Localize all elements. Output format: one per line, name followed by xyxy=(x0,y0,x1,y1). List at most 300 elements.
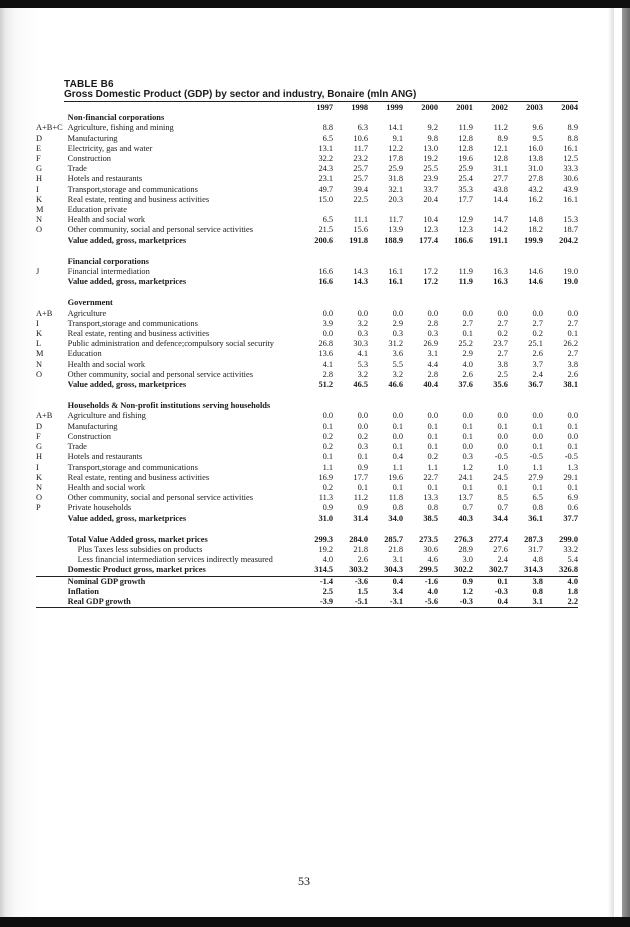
cell-value: 0.3 xyxy=(357,442,369,452)
growth-row xyxy=(36,576,578,587)
cell-value xyxy=(368,298,403,308)
cell-value: 13.8 xyxy=(528,154,543,164)
cell-value: 16.0 xyxy=(528,143,543,153)
row-label: Inflation xyxy=(67,586,99,596)
cell-value: 2.7 xyxy=(497,318,508,328)
cell-value: 2.2 xyxy=(543,597,578,608)
cell-value: 25.7 xyxy=(353,164,369,174)
cell-value: 2.8 xyxy=(427,318,439,328)
code-header xyxy=(36,103,68,113)
year-header: 2004 xyxy=(561,103,578,112)
cell-value: -3.1 xyxy=(368,597,403,608)
cell-value: 2.7 xyxy=(497,349,508,359)
cell-value: 31.7 xyxy=(528,544,543,554)
row-label: Other community, social and personal service activities xyxy=(67,493,253,503)
row-label: Real estate, renting and business activities xyxy=(67,194,210,204)
cell-value: -0.5 xyxy=(564,452,578,462)
cell-value: 9.8 xyxy=(427,133,439,143)
row-label: Nominal GDP growth xyxy=(67,576,146,586)
cell-value: 8.8 xyxy=(322,123,334,133)
cell-value: 17.7 xyxy=(353,472,369,482)
cell-value: 6.5 xyxy=(322,215,334,225)
row-code: F xyxy=(36,431,41,441)
cell-value: 0.0 xyxy=(532,411,543,421)
cell-value: 11.3 xyxy=(318,493,334,503)
cell-value: 1.1 xyxy=(392,462,404,472)
row-code: A+B+C xyxy=(36,123,63,133)
cell-value: 3.8 xyxy=(497,359,508,369)
table-row xyxy=(36,329,578,339)
cell-value: 303.2 xyxy=(333,565,368,576)
row-code: J xyxy=(36,267,40,277)
table-row xyxy=(36,339,578,349)
row-code: K xyxy=(36,329,43,339)
cell-value: 33.7 xyxy=(423,184,439,194)
table-row xyxy=(36,411,578,421)
row-code: I xyxy=(36,318,39,328)
cell-value: 16.1 xyxy=(563,143,578,153)
year-header: 2002 xyxy=(491,103,508,112)
cell-value: 13.9 xyxy=(388,225,404,235)
cell-value: 177.4 xyxy=(419,235,439,245)
cell-value: 26.2 xyxy=(563,339,578,349)
row-label: Health and social work xyxy=(67,359,146,369)
row-code: K xyxy=(36,472,43,482)
cell-value: 0.0 xyxy=(322,411,334,421)
cell-value: 0.1 xyxy=(357,482,369,492)
row-code xyxy=(36,257,68,267)
cell-value: 10.6 xyxy=(353,133,369,143)
cell-value: 0.0 xyxy=(497,431,508,441)
cell-value: 18.2 xyxy=(528,225,543,235)
cell-value xyxy=(368,113,403,123)
cell-value: 0.2 xyxy=(322,431,334,441)
cell-value: -0.5 xyxy=(494,452,508,462)
cell-value: 26.8 xyxy=(318,339,334,349)
cell-value: 19.2 xyxy=(423,154,439,164)
spacer-row xyxy=(36,246,578,257)
row-code: G xyxy=(36,164,43,174)
cell-value: 0.1 xyxy=(427,421,439,431)
row-code xyxy=(36,401,68,411)
cell-value: 19.6 xyxy=(458,154,473,164)
cell-value: 0.1 xyxy=(567,329,578,339)
cell-value: 19.6 xyxy=(388,472,404,482)
cell-value xyxy=(438,401,473,411)
row-code: O xyxy=(36,369,43,379)
cell-value: 4.1 xyxy=(357,349,369,359)
cell-value: 9.5 xyxy=(532,133,543,143)
cell-value: 12.3 xyxy=(458,225,473,235)
row-code: M xyxy=(36,205,44,215)
cell-value: 9.6 xyxy=(532,123,543,133)
cell-value xyxy=(298,401,333,411)
cell-value: 0.0 xyxy=(392,431,404,441)
cell-value: 27.9 xyxy=(528,472,543,482)
cell-value: 0.6 xyxy=(567,503,578,513)
row-code xyxy=(36,597,68,608)
cell-value: 15.3 xyxy=(563,215,578,225)
cell-value: 0.2 xyxy=(322,482,334,492)
table-row xyxy=(36,174,578,184)
section-heading-row xyxy=(36,298,578,308)
table-row xyxy=(36,473,578,483)
cell-value: 204.2 xyxy=(559,235,578,245)
cell-value xyxy=(368,205,403,215)
cell-value: 273.5 xyxy=(419,534,439,544)
cell-value: 9.1 xyxy=(392,133,404,143)
cell-value: 0.0 xyxy=(532,308,543,318)
cell-value: 8.9 xyxy=(497,133,508,143)
cell-value: 0.1 xyxy=(497,576,508,586)
table-row xyxy=(36,463,578,473)
cell-value: 0.0 xyxy=(497,442,508,452)
row-label: Transport,storage and communications xyxy=(67,462,198,472)
cell-value: 4.4 xyxy=(427,359,439,369)
cell-value: 0.1 xyxy=(532,442,543,452)
cell-value: 2.9 xyxy=(392,318,404,328)
cell-value: 188.9 xyxy=(384,235,404,245)
gdp-table xyxy=(36,103,578,608)
row-label: Health and social work xyxy=(67,482,146,492)
year-header: 1997 xyxy=(316,103,334,112)
cell-value: 0.2 xyxy=(322,442,334,452)
cell-value: 0.7 xyxy=(497,503,508,513)
cell-value: 19.2 xyxy=(318,544,334,554)
cell-value: 16.3 xyxy=(493,277,508,287)
row-label: Public administration and defence;compulsory social security xyxy=(67,339,274,349)
row-code: I xyxy=(36,184,39,194)
table-row xyxy=(36,360,578,370)
cell-value: 4.0 xyxy=(427,586,439,596)
cell-value: 46.6 xyxy=(388,380,404,390)
spacer-cell xyxy=(36,287,578,298)
cell-value xyxy=(403,257,438,267)
row-label: Households & Non-profit institutions serving households xyxy=(67,401,271,411)
cell-value: 0.3 xyxy=(392,329,404,339)
cell-value: 12.8 xyxy=(458,133,473,143)
cell-value: 1.3 xyxy=(567,462,578,472)
table-row xyxy=(36,452,578,462)
cell-value: 31.4 xyxy=(353,513,369,523)
subtotal-row xyxy=(36,236,578,246)
year-header: 1998 xyxy=(351,103,369,112)
row-code: M xyxy=(36,349,44,359)
cell-value: 5.4 xyxy=(567,555,578,565)
row-label: Hotels and restaurants xyxy=(67,174,143,184)
cell-value: 46.5 xyxy=(353,380,369,390)
cell-value xyxy=(333,205,368,215)
table-row xyxy=(36,134,578,144)
cell-value: 26.9 xyxy=(423,339,439,349)
cell-value: 40.3 xyxy=(458,513,473,523)
cell-value: 0.0 xyxy=(427,308,439,318)
row-code xyxy=(36,555,68,565)
cell-value: 0.1 xyxy=(532,421,543,431)
growth-row xyxy=(36,587,578,597)
row-label: Less financial intermediation services indirectly measured xyxy=(77,555,273,565)
cell-value: 1.1 xyxy=(322,462,334,472)
cell-value: 20.4 xyxy=(423,194,439,204)
cell-value: 276.3 xyxy=(454,534,473,544)
cell-value: 0.9 xyxy=(462,576,473,586)
cell-value: 1.8 xyxy=(567,586,578,596)
cell-value: 314.5 xyxy=(298,565,333,576)
cell-value xyxy=(543,205,578,215)
cell-value: 0.0 xyxy=(462,442,473,452)
cell-value: 2.7 xyxy=(532,318,543,328)
cell-value: 0.4 xyxy=(392,576,404,586)
cell-value: 18.7 xyxy=(563,225,578,235)
table-row xyxy=(36,319,578,329)
cell-value: 12.1 xyxy=(493,143,508,153)
label-header xyxy=(68,103,298,113)
row-code: H xyxy=(36,452,43,462)
table-row xyxy=(36,123,578,133)
cell-value: 0.0 xyxy=(392,308,404,318)
cell-value: 36.7 xyxy=(528,380,543,390)
subtotal-row xyxy=(36,380,578,390)
total-row xyxy=(36,545,578,555)
row-code xyxy=(36,236,68,246)
cell-value: 12.2 xyxy=(388,143,404,153)
table-row xyxy=(36,370,578,380)
cell-value: 4.1 xyxy=(322,359,334,369)
cell-value: 14.4 xyxy=(493,194,508,204)
table-label: TABLE B6 xyxy=(64,79,114,90)
cell-value: 6.3 xyxy=(357,123,369,133)
cell-value: 200.6 xyxy=(314,235,334,245)
cell-value: 14.8 xyxy=(528,215,543,225)
cell-value: 31.0 xyxy=(318,513,334,523)
cell-value: 3.2 xyxy=(357,318,369,328)
table-row xyxy=(36,205,578,215)
cell-value: 3.1 xyxy=(392,555,404,565)
cell-value xyxy=(403,113,438,123)
row-label: Construction xyxy=(67,154,111,164)
table-row xyxy=(36,309,578,319)
cell-value: 3.8 xyxy=(532,576,543,586)
cell-value: 36.1 xyxy=(528,513,543,523)
cell-value: 27.6 xyxy=(493,544,508,554)
cell-value: 40.4 xyxy=(423,380,439,390)
cell-value: 43.8 xyxy=(493,184,508,194)
cell-value: 0.1 xyxy=(567,442,578,452)
row-label: Agriculture xyxy=(67,308,107,318)
cell-value: 51.2 xyxy=(318,380,334,390)
cell-value: 4.0 xyxy=(322,555,334,565)
cell-value xyxy=(438,205,473,215)
year-header: 1999 xyxy=(386,103,404,112)
cell-value: 304.3 xyxy=(368,565,403,576)
row-label: Domestic Product gross, market prices xyxy=(68,565,298,576)
table-row xyxy=(36,483,578,493)
cell-value: 24.3 xyxy=(318,164,334,174)
cell-value: 0.1 xyxy=(427,442,439,452)
cell-value: 3.9 xyxy=(322,318,334,328)
cell-value: 43.9 xyxy=(563,184,578,194)
row-label: Transport,storage and communications xyxy=(67,184,198,194)
cell-value: 32.2 xyxy=(318,154,334,164)
cell-value: 1.2 xyxy=(462,462,473,472)
row-label: Other community, social and personal service activities xyxy=(67,225,253,235)
cell-value: 2.5 xyxy=(497,369,508,379)
cell-value: 15.6 xyxy=(353,225,369,235)
cell-value: -0.3 xyxy=(438,597,473,608)
cell-value: 0.1 xyxy=(357,452,369,462)
spacer-cell xyxy=(36,524,578,535)
cell-value: 43.2 xyxy=(528,184,543,194)
table-row xyxy=(36,164,578,174)
cell-value: 199.9 xyxy=(524,235,543,245)
table-row xyxy=(36,154,578,164)
cell-value: 19.0 xyxy=(563,277,578,287)
cell-value xyxy=(438,113,473,123)
cell-value: 14.3 xyxy=(353,277,369,287)
cell-value: 0.8 xyxy=(392,503,404,513)
cell-value: 17.7 xyxy=(458,194,473,204)
cell-value: 17.2 xyxy=(423,277,439,287)
cell-value: 186.6 xyxy=(454,235,473,245)
year-header: 2003 xyxy=(526,103,543,112)
cell-value: 4.6 xyxy=(427,555,439,565)
cell-value: 2.4 xyxy=(497,555,508,565)
cell-value: 0.0 xyxy=(322,308,334,318)
cell-value: 25.5 xyxy=(423,164,439,174)
cell-value: 6.5 xyxy=(532,493,543,503)
cell-value: 35.6 xyxy=(493,380,508,390)
cell-value: 2.6 xyxy=(357,555,369,565)
cell-value: 23.2 xyxy=(353,154,369,164)
cell-value: 22.5 xyxy=(353,194,369,204)
table-row xyxy=(36,432,578,442)
row-code xyxy=(36,565,68,576)
row-code: F xyxy=(36,154,41,164)
cell-value: 0.8 xyxy=(532,503,543,513)
cell-value: 4.0 xyxy=(567,576,578,586)
cell-value: 314.3 xyxy=(508,565,543,576)
cell-value: 28.9 xyxy=(458,544,473,554)
total-row xyxy=(36,535,578,545)
cell-value: 0.1 xyxy=(322,452,334,462)
cell-value: 2.6 xyxy=(462,369,473,379)
cell-value: 25.1 xyxy=(528,339,543,349)
cell-value: 23.9 xyxy=(423,174,439,184)
cell-value: 10.4 xyxy=(423,215,439,225)
section-heading-row xyxy=(36,113,578,123)
year-header: 2000 xyxy=(421,103,439,112)
cell-value xyxy=(543,113,578,123)
cell-value: 25.2 xyxy=(458,339,473,349)
cell-value: 2.7 xyxy=(567,318,578,328)
table-row xyxy=(36,349,578,359)
table-row xyxy=(36,144,578,154)
cell-value: 284.0 xyxy=(349,534,369,544)
cell-value xyxy=(473,298,508,308)
cell-value: 3.4 xyxy=(392,586,404,596)
cell-value: 0.8 xyxy=(532,586,543,596)
cell-value: 302.7 xyxy=(473,565,508,576)
page-number: 53 xyxy=(298,874,310,888)
cell-value: 21.8 xyxy=(388,544,404,554)
cell-value: 2.5 xyxy=(322,586,334,596)
cell-value: 3.0 xyxy=(462,555,473,565)
cell-value: 12.8 xyxy=(458,143,473,153)
cell-value xyxy=(298,205,333,215)
cell-value: 11.9 xyxy=(458,123,473,133)
spacer-row xyxy=(36,287,578,298)
row-code: A+B xyxy=(36,308,53,318)
cell-value: 16.1 xyxy=(388,277,404,287)
row-code xyxy=(36,587,68,597)
cell-value: 299.3 xyxy=(314,534,334,544)
cell-value xyxy=(333,401,368,411)
row-code: D xyxy=(36,133,43,143)
row-label: Value added, gross, marketprices xyxy=(67,513,187,523)
cell-value: 35.3 xyxy=(458,184,473,194)
cell-value: 16.2 xyxy=(528,194,543,204)
cell-value: 0.0 xyxy=(462,411,473,421)
row-label: Hotels and restaurants xyxy=(67,452,143,462)
row-code: O xyxy=(36,493,43,503)
cell-value: 38.5 xyxy=(423,513,439,523)
row-code xyxy=(36,277,68,287)
cell-value: 12.3 xyxy=(423,225,439,235)
cell-value: 0.2 xyxy=(497,329,508,339)
cell-value: 3.6 xyxy=(392,349,404,359)
row-label: Transport,storage and communications xyxy=(67,318,198,328)
cell-value: 16.3 xyxy=(493,267,508,277)
section-heading-row xyxy=(36,401,578,411)
cell-value: 22.7 xyxy=(423,472,439,482)
cell-value: 29.1 xyxy=(563,472,578,482)
cell-value: -0.3 xyxy=(494,586,508,596)
row-label: Financial corporations xyxy=(67,256,149,266)
row-label: Real estate, renting and business activities xyxy=(67,472,210,482)
cell-value: 12.8 xyxy=(493,154,508,164)
cell-value xyxy=(508,401,543,411)
cell-value: 11.9 xyxy=(458,267,473,277)
cell-value xyxy=(333,113,368,123)
cell-value: 13.7 xyxy=(458,493,473,503)
cell-value xyxy=(403,401,438,411)
cell-value: 6.5 xyxy=(322,133,334,143)
cell-value: 31.8 xyxy=(388,174,404,184)
cell-value: 0.0 xyxy=(322,329,334,339)
cell-value xyxy=(543,401,578,411)
row-code: G xyxy=(36,442,43,452)
cell-value: 8.5 xyxy=(497,493,508,503)
cell-value: 0.0 xyxy=(357,411,369,421)
cell-value: 2.8 xyxy=(322,369,334,379)
cell-value: 0.3 xyxy=(462,452,473,462)
year-header: 2001 xyxy=(456,103,473,112)
cell-value: 25.4 xyxy=(458,174,473,184)
row-code: K xyxy=(36,194,43,204)
cell-value: 14.6 xyxy=(528,267,543,277)
cell-value xyxy=(403,205,438,215)
cell-value xyxy=(438,257,473,267)
cell-value: 0.1 xyxy=(462,329,473,339)
row-label: Health and social work xyxy=(67,215,146,225)
cell-value: 0.9 xyxy=(357,503,369,513)
cell-value: 11.2 xyxy=(493,123,508,133)
cell-value: 23.7 xyxy=(493,339,508,349)
cell-value: 0.0 xyxy=(532,431,543,441)
row-code: N xyxy=(36,215,43,225)
cell-value: 19.0 xyxy=(563,267,578,277)
table-row xyxy=(36,493,578,503)
